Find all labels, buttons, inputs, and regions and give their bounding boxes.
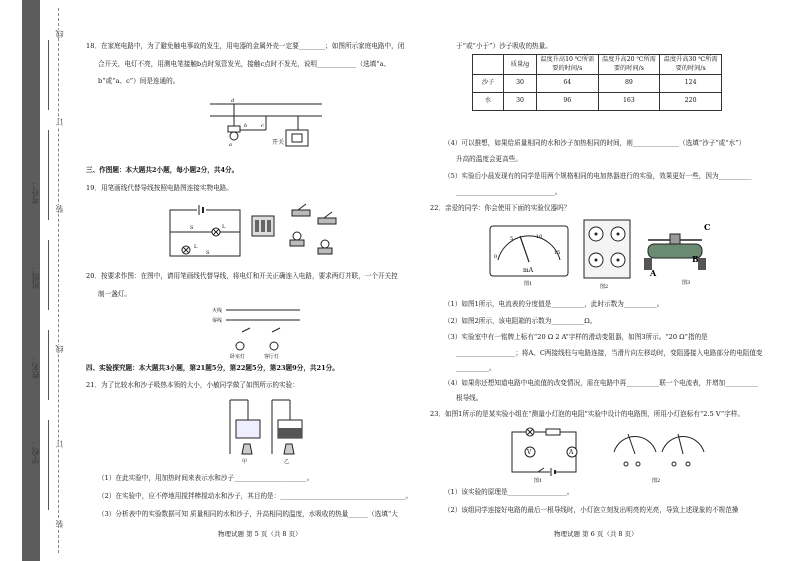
q21-text: 21．为了比较水和沙子吸热本领的大小，小敏同学做了如图所示的实验： <box>86 381 299 389</box>
point-a: a <box>229 142 232 148</box>
q18-line3: b”或“a、c”）间是连通的。 <box>98 77 180 85</box>
fire-wire-label: 火线 <box>212 308 223 314</box>
footer-page-5: 物理试题 第 5 页（共 8 页） <box>218 530 302 538</box>
table-cell: 64 <box>537 74 599 92</box>
name-line <box>48 130 49 220</box>
name-line <box>48 330 49 400</box>
fig-yi-label: 乙 <box>284 459 290 465</box>
section-3-heading: 三、作图题：本大题共2小题，每小题2分，共4分。 <box>86 166 239 174</box>
l2-label: L <box>194 244 198 250</box>
lamp2-label: 客厅灯 <box>264 354 280 360</box>
q23-meters-figure <box>608 424 708 484</box>
fig1-label: 图1 <box>524 281 533 287</box>
terminal-a: A <box>650 268 657 278</box>
terminal-b: B <box>692 254 699 264</box>
q21-sub4a: （4）可以推想，如果给质量相同的水和沙子加热相同的时间，则______________（选填“沙子”或“水”） <box>444 139 746 147</box>
q18-line2: 合开关，电灯不亮，用测电笔接触b点时氖管发光，接触c点时不发光，说明____________（选填“a、 <box>98 60 391 68</box>
table-cell: 30 <box>504 92 537 110</box>
q20-line1: 20．按要求作图：在图中，请用笔画线代替导线，将电灯和开关正确连入电路，要求两灯并联，一个开关控 <box>86 272 398 280</box>
table-cell: 96 <box>537 92 599 110</box>
binding-mark: 订 <box>55 440 64 448</box>
ammeter-figure <box>488 222 570 288</box>
q21-sub4b: 升高的温度会更高些。 <box>456 155 522 163</box>
fig-jia-label: 甲 <box>242 459 248 465</box>
q21-sub2: （2）在实验中，应不停地用搅拌棒搅动水和沙子，其目的是：______________________________________。 <box>98 492 413 500</box>
q22-sub3c: __________。 <box>456 364 496 372</box>
binding-mark: 线 <box>55 30 64 38</box>
meter-unit: mA <box>523 267 534 274</box>
binding-mark: 装 <box>55 205 64 213</box>
name-label: 姓名： <box>31 355 40 379</box>
table-cell: 30 <box>504 74 537 92</box>
fig1-label: 图1 <box>534 478 543 484</box>
class-label: 班级： <box>31 265 40 289</box>
name-line <box>48 420 49 510</box>
point-d: d <box>231 98 235 104</box>
s1-label: S <box>190 225 194 231</box>
rheostat-figure <box>642 218 722 288</box>
q18-line1: 18．在家庭电路中，为了避免触电事故的发生，用电器的金属外壳一定要________；如图所示家庭电路中，闭 <box>86 42 405 50</box>
q18-circuit-figure <box>206 96 326 154</box>
q20-wiring-figure <box>212 306 302 360</box>
q22-sub2: （2）如图2所示，该电阻箱的示数为__________Ω。 <box>444 317 597 325</box>
fig2-label: 图2 <box>652 478 661 484</box>
binding-mark: 订 <box>55 118 64 126</box>
q21-sub5a: （5）实验后小晨发现有的同学是用两个规格相同的电加热器进行的实验，效果更好一些，因为__________ <box>444 172 752 180</box>
q22-sub4b: 根导线。 <box>456 394 483 402</box>
q22-sub1: （1）如图1所示，电流表的分度值是__________，此时示数为__________。 <box>444 300 664 308</box>
q23-text: 23．如图1所示的是某实验小组在“测量小灯泡的电阻”实验中设计的电路图，所用小灯泡标有“2.5 V”字样。 <box>430 410 744 418</box>
tick-0: 0 <box>494 254 498 260</box>
table-header-cell: 温度升高20 ℃所需要的时间/s <box>598 55 660 75</box>
q21-sub1: （1）在此实验中，用加热时间来表示水和沙子______________________。 <box>98 474 314 482</box>
q21-sub5b: ______________________________。 <box>456 188 562 196</box>
s2-label: S <box>206 250 210 256</box>
binding-mark: 线 <box>55 345 64 353</box>
name-line <box>48 240 49 310</box>
q22-sub3b: __________________；将A、C两接线柱与电路连接，当滑片向左移动时，变阻器接入电路部分的电阻值变 <box>456 349 763 357</box>
table-cell: 水 <box>473 92 504 110</box>
cut-line <box>58 8 59 553</box>
switch-label: 开关 <box>272 139 285 146</box>
table-header-cell <box>473 55 504 75</box>
table-header-row <box>473 55 722 75</box>
q21-sub3: （3）分析表中的实验数据可知 质量相同的水和沙子，升高相同的温度，水吸收的热量______（选填“大 <box>98 510 398 518</box>
tick-10: 10 <box>536 234 543 240</box>
page-6 <box>430 0 780 561</box>
table-cell: 124 <box>660 74 722 92</box>
q23-sub2: （2）该组同学连接好电路的最后一根导线时，小灯泡立刻发出明亮的光亮，导致上述现象的不规范操 <box>444 506 739 514</box>
q23-circuit-diagram <box>506 424 582 484</box>
name-line <box>48 40 49 110</box>
q23-sub1: （1）该实验的原理是__________________。 <box>444 488 574 496</box>
resistance-box-figure <box>582 218 634 290</box>
q19-circuit-diagram <box>166 202 246 260</box>
page-5 <box>78 0 428 561</box>
terminal-c: C <box>704 222 711 232</box>
school-label: 学校： <box>31 440 40 464</box>
fig2-label: 图2 <box>600 284 609 290</box>
lamp1-label: 卧室灯 <box>230 354 246 360</box>
table-cell: 89 <box>598 74 660 92</box>
footer-page-6: 物理试题 第 6 页（共 8 页） <box>554 530 638 538</box>
heating-table <box>472 54 722 111</box>
svg-text:V: V <box>527 449 532 456</box>
table-cell: 220 <box>660 92 722 110</box>
q21-apparatus-figure <box>226 396 310 466</box>
binding-mark: 装 <box>55 520 64 528</box>
table-cell: 163 <box>598 92 660 110</box>
table-row <box>473 74 722 92</box>
q20-line2: 制一盏灯。 <box>98 290 131 298</box>
tick-15: 15 <box>554 250 561 256</box>
q19-physical-parts <box>250 202 350 262</box>
table-header-cell: 温度升高30 ℃所需要的时间/s <box>660 55 722 75</box>
l1-label: L <box>222 224 226 230</box>
table-row <box>473 92 722 110</box>
q22-sub4a: （4）如果你还想知道电路中电流值的改变情况，需在电路中再__________联一个电流表，并增加__________ <box>444 379 759 387</box>
binding-margin <box>0 0 76 561</box>
point-c: c <box>261 123 264 129</box>
table-header-cell: 质量/g <box>504 55 537 75</box>
fig3-label: 图3 <box>682 280 691 286</box>
q19-text: 19．用笔画线代替导线按照电路图连接实物电路。 <box>86 184 233 192</box>
exam-no-label: 考号： <box>31 180 40 204</box>
table-cell: 沙子 <box>473 74 504 92</box>
q22-text: 22．亲爱的同学：你会使用下面的实验仪器吗？ <box>430 204 571 212</box>
section-4-heading: 四、实验探究题：本大题共3小题，第21题5分，第22题5分，第23题9分，共21分。 <box>86 364 339 372</box>
q21-continuation: 于”或“小于”）沙子吸收的热量。 <box>456 42 552 50</box>
q22-sub3a: （3）实验室中有一铭牌上标有“20 Ω 2 A”字样的滑动变阻器，如图3所示。“20 Ω”指的是 <box>444 333 708 341</box>
point-b: b <box>244 123 248 129</box>
neutral-wire-label: 零线 <box>212 318 223 324</box>
svg-text:A: A <box>569 449 574 456</box>
table-header-cell: 温度升高10 ℃所需要的时间/s <box>537 55 599 75</box>
tick-5: 5 <box>510 236 514 242</box>
